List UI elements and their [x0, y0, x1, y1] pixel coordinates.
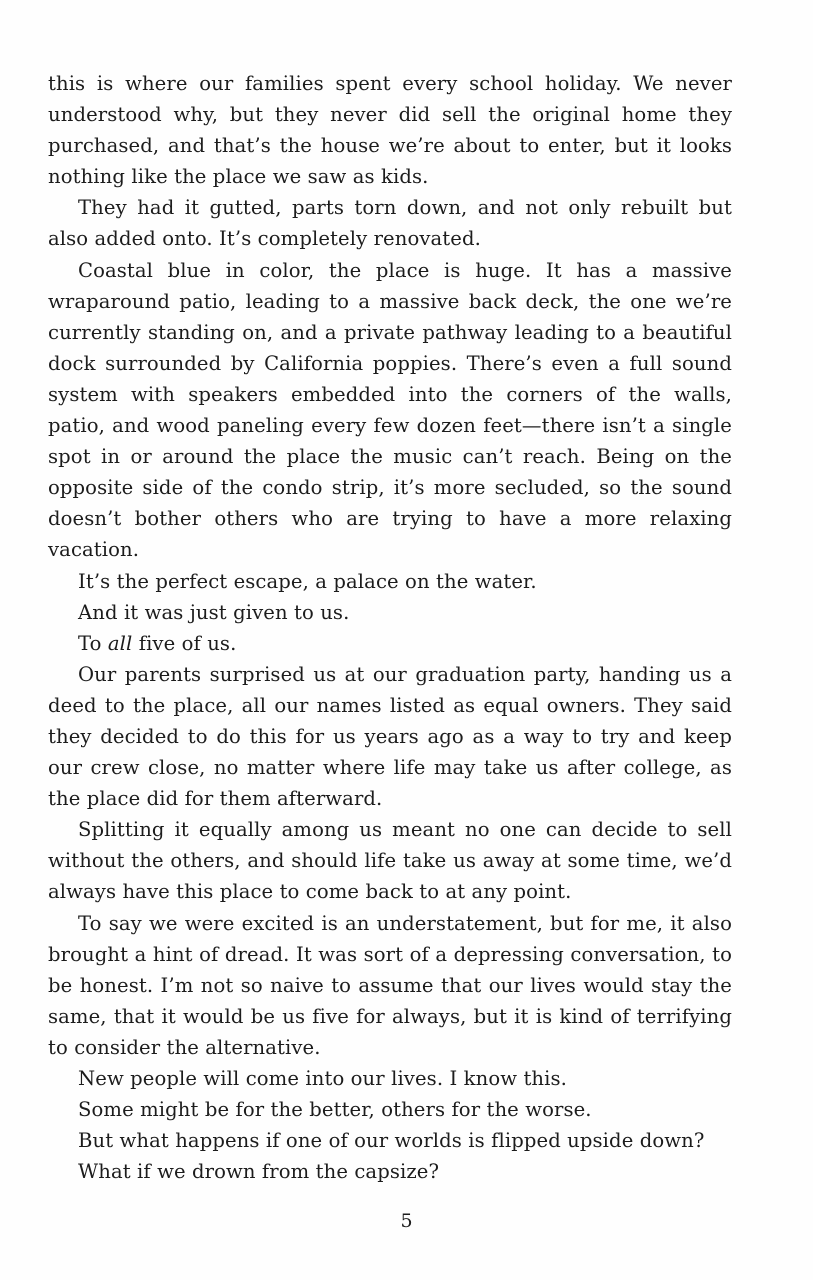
- paragraph-2: They had it gutted, parts torn down, and not only rebuilt but also added onto. It’s completely renovated.: [48, 196, 732, 251]
- paragraph-4: It’s the perfect escape, a palace on the water.: [78, 569, 537, 593]
- paragraph-13: What if we drown from the capsize?: [78, 1160, 440, 1184]
- body-text: [48, 68, 732, 1187]
- paragraph-5: And it was just given to us.: [78, 600, 350, 624]
- paragraph-7: Our parents surprised us at our graduation party, handing us a deed to the place, all our names listed as equal owners. They said they decided to do this for us years ago as a way to try and keep our crew close, no matter where life may take us after college, as the place did for them afterward.: [48, 662, 732, 811]
- paragraph-6: [48, 628, 732, 659]
- paragraph-1: this is where our families spent every school holiday. We never understood why, but they never did sell the original home they purchased, and that’s the house we’re about to enter, but it looks nothing like the place we saw as kids.: [48, 72, 732, 189]
- paragraph-8: Splitting it equally among us meant no one can decide to sell without the others, and should life take us away at some time, we’d always have this place to come back to at any point.: [48, 818, 732, 904]
- paragraph-11: Some might be for the better, others for the worse.: [78, 1098, 592, 1122]
- page-number: 5: [400, 1210, 413, 1232]
- paragraph-6-before: To: [78, 631, 108, 655]
- paragraph-12: But what happens if one of our worlds is flipped upside down?: [78, 1129, 705, 1153]
- paragraph-3: Coastal blue in color, the place is huge. It has a massive wraparound patio, leading to a massive back deck, the one we’re currently standing on, and a private pathway leading to a beautiful dock surrounded by California poppies. There’s even a full sound system with speakers embedded into the corners of the walls, patio, and wood paneling every few dozen feet—there isn’t a single spot in or around the place the music can’t reach. Being on the opposite side of the condo strip, it’s more secluded, so the sound doesn’t bother others who are trying to have a more relaxing vacation.: [48, 258, 732, 562]
- paragraph-9: To say we were excited is an understatement, but for me, it also brought a hint of dread. It was sort of a depressing conversation, to be honest. I’m not so naive to assume that our lives would stay the same, that it would be us five for always, but it is kind of terrifying to consider the alternative.: [48, 911, 732, 1059]
- paragraph-6-emphasis: all: [107, 631, 133, 655]
- paragraph-6-after: five of us.: [132, 631, 237, 655]
- paragraph-10: New people will come into our lives. I know this.: [78, 1067, 567, 1090]
